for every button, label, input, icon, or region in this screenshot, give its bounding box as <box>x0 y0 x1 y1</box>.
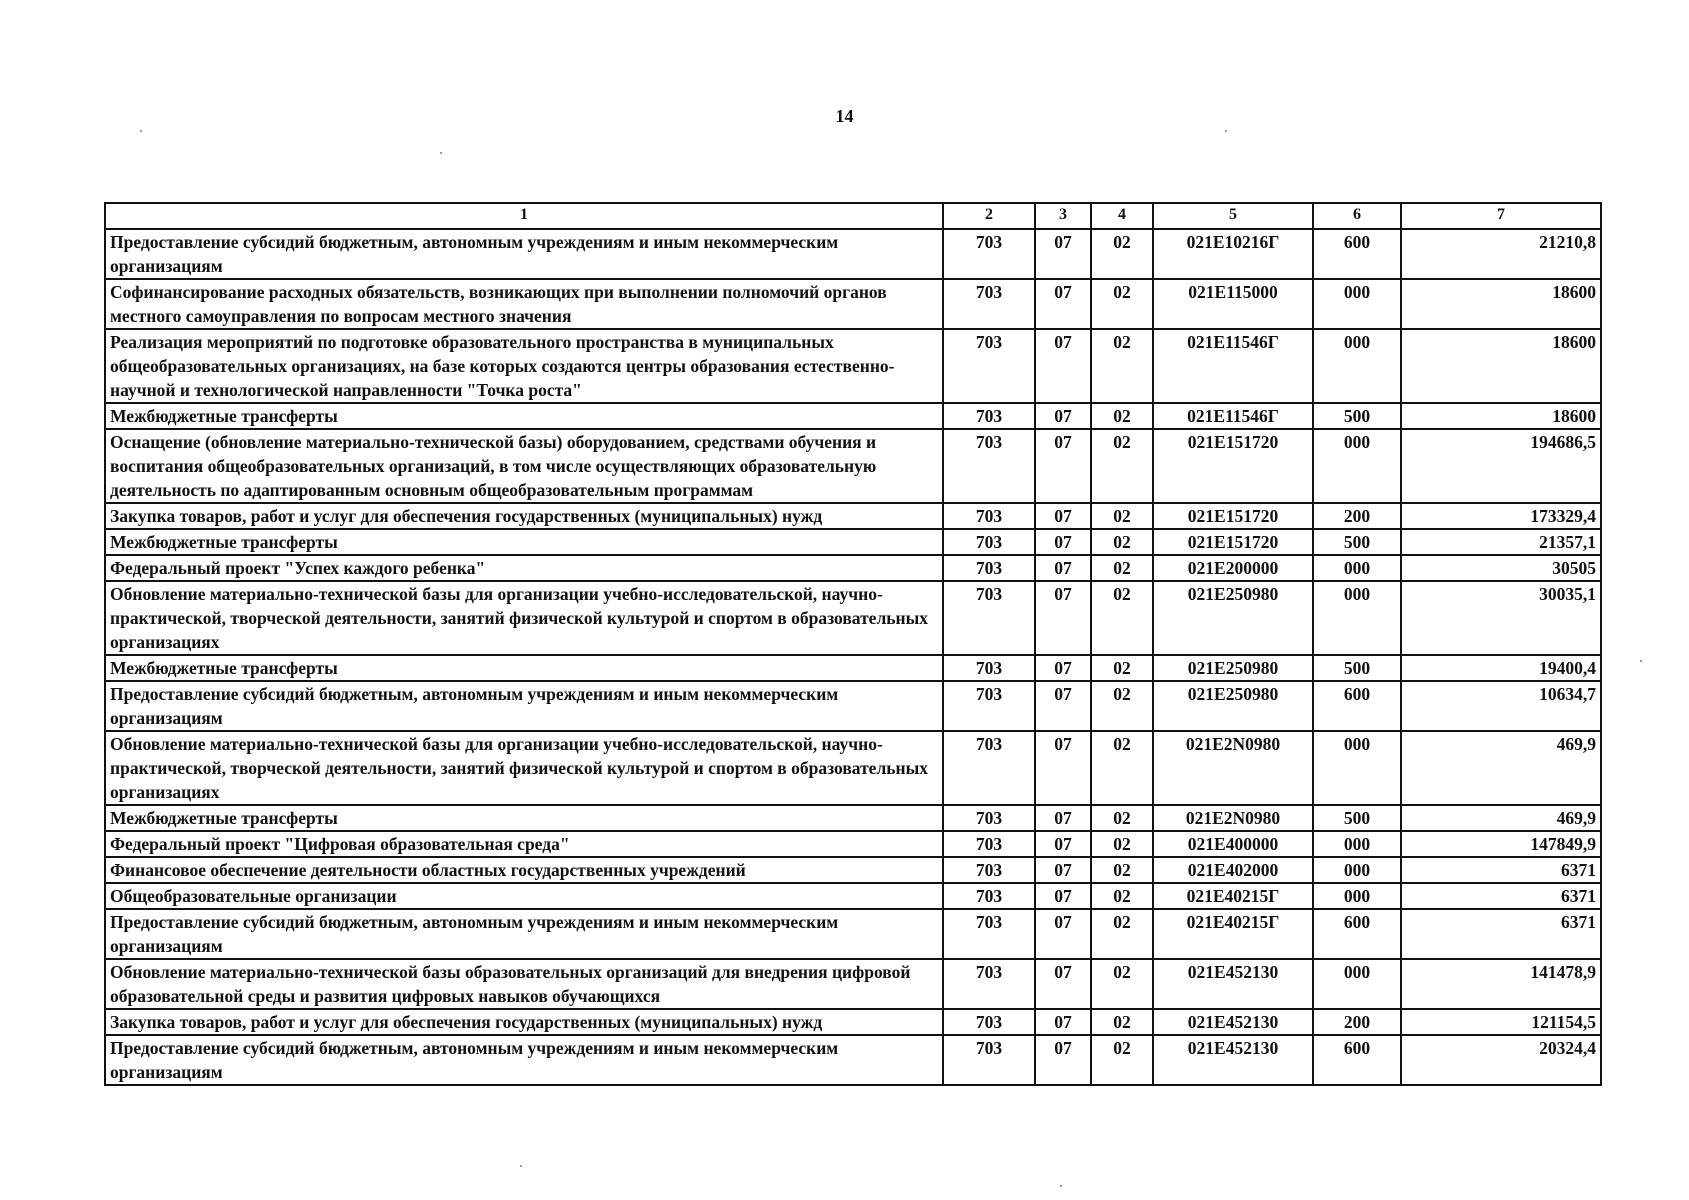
table-row <box>105 655 1601 681</box>
section-cell: 07 <box>1035 655 1091 681</box>
expense-type-cell: 500 <box>1313 403 1401 429</box>
budget-table <box>104 202 1602 1086</box>
expense-type-cell: 000 <box>1313 581 1401 655</box>
row-name-cell: Реализация мероприятий по подготовке образовательного пространства в муниципальных общеобразовательных организациях, на базе которых создаются центры образования естественно-научной и технологической направленности "Точка роста" <box>105 329 943 403</box>
admin-code-cell: 703 <box>943 731 1035 805</box>
section-cell: 07 <box>1035 555 1091 581</box>
subsection-cell: 02 <box>1091 857 1153 883</box>
table-row <box>105 909 1601 959</box>
expense-type-cell: 000 <box>1313 959 1401 1009</box>
scan-speck <box>440 152 442 154</box>
row-name-cell: Оснащение (обновление материально-технической базы) оборудованием, средствами обучения и воспитания общеобразовательных организаций, в том числе осуществляющих образовательную деятельность по адаптированным основным общеобразовательным программам <box>105 429 943 503</box>
amount-cell: 6371 <box>1401 909 1601 959</box>
section-cell: 07 <box>1035 229 1091 279</box>
admin-code-cell: 703 <box>943 329 1035 403</box>
target-article-cell: 021E40215Г <box>1153 909 1313 959</box>
column-header: 2 <box>943 203 1035 229</box>
amount-cell: 6371 <box>1401 857 1601 883</box>
expense-type-cell: 600 <box>1313 1035 1401 1085</box>
amount-cell: 20324,4 <box>1401 1035 1601 1085</box>
section-cell: 07 <box>1035 329 1091 403</box>
expense-type-cell: 500 <box>1313 529 1401 555</box>
scan-speck <box>520 1165 522 1167</box>
section-cell: 07 <box>1035 529 1091 555</box>
expense-type-cell: 500 <box>1313 655 1401 681</box>
admin-code-cell: 703 <box>943 681 1035 731</box>
scan-speck <box>140 130 142 132</box>
header-row <box>105 203 1601 229</box>
admin-code-cell: 703 <box>943 503 1035 529</box>
target-article-cell: 021E250980 <box>1153 655 1313 681</box>
target-article-cell: 021E151720 <box>1153 529 1313 555</box>
subsection-cell: 02 <box>1091 655 1153 681</box>
admin-code-cell: 703 <box>943 883 1035 909</box>
row-name-cell: Обновление материально-технической базы для организации учебно-исследовательской, научно-практической, творческой деятельности, занятий физической культурой и спортом в образовательных организациях <box>105 731 943 805</box>
amount-cell: 141478,9 <box>1401 959 1601 1009</box>
subsection-cell: 02 <box>1091 909 1153 959</box>
expense-type-cell: 000 <box>1313 279 1401 329</box>
section-cell: 07 <box>1035 503 1091 529</box>
admin-code-cell: 703 <box>943 831 1035 857</box>
subsection-cell: 02 <box>1091 429 1153 503</box>
column-header: 7 <box>1401 203 1601 229</box>
section-cell: 07 <box>1035 831 1091 857</box>
table-row <box>105 555 1601 581</box>
table-row <box>105 731 1601 805</box>
column-header: 6 <box>1313 203 1401 229</box>
section-cell: 07 <box>1035 1009 1091 1035</box>
amount-cell: 18600 <box>1401 329 1601 403</box>
section-cell: 07 <box>1035 403 1091 429</box>
amount-cell: 194686,5 <box>1401 429 1601 503</box>
section-cell: 07 <box>1035 681 1091 731</box>
expense-type-cell: 600 <box>1313 909 1401 959</box>
target-article-cell: 021E200000 <box>1153 555 1313 581</box>
subsection-cell: 02 <box>1091 503 1153 529</box>
table-row <box>105 831 1601 857</box>
table-row <box>105 503 1601 529</box>
admin-code-cell: 703 <box>943 403 1035 429</box>
row-name-cell: Предоставление субсидий бюджетным, автономным учреждениям и иным некоммерческим организациям <box>105 681 943 731</box>
row-name-cell: Обновление материально-технической базы образовательных организаций для внедрения цифровой образовательной среды и развития цифровых навыков обучающихся <box>105 959 943 1009</box>
table-body <box>105 229 1601 1085</box>
admin-code-cell: 703 <box>943 581 1035 655</box>
table-row <box>105 959 1601 1009</box>
row-name-cell: Федеральный проект "Успех каждого ребенка" <box>105 555 943 581</box>
row-name-cell: Межбюджетные трансферты <box>105 529 943 555</box>
table-row <box>105 1009 1601 1035</box>
admin-code-cell: 703 <box>943 655 1035 681</box>
expense-type-cell: 600 <box>1313 229 1401 279</box>
admin-code-cell: 703 <box>943 555 1035 581</box>
table-row <box>105 529 1601 555</box>
target-article-cell: 021E452130 <box>1153 1009 1313 1035</box>
table-row <box>105 581 1601 655</box>
table-row <box>105 279 1601 329</box>
target-article-cell: 021E2N0980 <box>1153 805 1313 831</box>
row-name-cell: Закупка товаров, работ и услуг для обеспечения государственных (муниципальных) нужд <box>105 503 943 529</box>
admin-code-cell: 703 <box>943 229 1035 279</box>
column-header: 1 <box>105 203 943 229</box>
admin-code-cell: 703 <box>943 1009 1035 1035</box>
admin-code-cell: 703 <box>943 279 1035 329</box>
expense-type-cell: 000 <box>1313 731 1401 805</box>
table-header <box>105 203 1601 229</box>
table-row <box>105 229 1601 279</box>
amount-cell: 121154,5 <box>1401 1009 1601 1035</box>
expense-type-cell: 000 <box>1313 883 1401 909</box>
amount-cell: 6371 <box>1401 883 1601 909</box>
target-article-cell: 021E2N0980 <box>1153 731 1313 805</box>
expense-type-cell: 000 <box>1313 857 1401 883</box>
scan-speck <box>1060 1185 1062 1187</box>
amount-cell: 469,9 <box>1401 731 1601 805</box>
expense-type-cell: 600 <box>1313 681 1401 731</box>
section-cell: 07 <box>1035 857 1091 883</box>
target-article-cell: 021E151720 <box>1153 429 1313 503</box>
section-cell: 07 <box>1035 883 1091 909</box>
subsection-cell: 02 <box>1091 883 1153 909</box>
row-name-cell: Межбюджетные трансферты <box>105 403 943 429</box>
amount-cell: 19400,4 <box>1401 655 1601 681</box>
target-article-cell: 021E151720 <box>1153 503 1313 529</box>
scan-speck <box>1640 660 1642 662</box>
table-row <box>105 805 1601 831</box>
section-cell: 07 <box>1035 731 1091 805</box>
admin-code-cell: 703 <box>943 529 1035 555</box>
target-article-cell: 021E40215Г <box>1153 883 1313 909</box>
page-number: 14 <box>835 106 854 126</box>
row-name-cell: Федеральный проект "Цифровая образовательная среда" <box>105 831 943 857</box>
table-row <box>105 681 1601 731</box>
admin-code-cell: 703 <box>943 1035 1035 1085</box>
target-article-cell: 021E250980 <box>1153 681 1313 731</box>
section-cell: 07 <box>1035 279 1091 329</box>
subsection-cell: 02 <box>1091 555 1153 581</box>
row-name-cell: Предоставление субсидий бюджетным, автономным учреждениям и иным некоммерческим организациям <box>105 229 943 279</box>
table-row <box>105 429 1601 503</box>
section-cell: 07 <box>1035 429 1091 503</box>
row-name-cell: Межбюджетные трансферты <box>105 655 943 681</box>
subsection-cell: 02 <box>1091 329 1153 403</box>
scan-speck <box>1225 130 1227 132</box>
subsection-cell: 02 <box>1091 959 1153 1009</box>
table-row <box>105 403 1601 429</box>
subsection-cell: 02 <box>1091 279 1153 329</box>
admin-code-cell: 703 <box>943 909 1035 959</box>
row-name-cell: Софинансирование расходных обязательств, возникающих при выполнении полномочий органов местного самоуправления по вопросам местного значения <box>105 279 943 329</box>
target-article-cell: 021E11546Г <box>1153 403 1313 429</box>
subsection-cell: 02 <box>1091 831 1153 857</box>
amount-cell: 30505 <box>1401 555 1601 581</box>
table-row <box>105 857 1601 883</box>
target-article-cell: 021E115000 <box>1153 279 1313 329</box>
row-name-cell: Закупка товаров, работ и услуг для обеспечения государственных (муниципальных) нужд <box>105 1009 943 1035</box>
subsection-cell: 02 <box>1091 805 1153 831</box>
amount-cell: 21210,8 <box>1401 229 1601 279</box>
expense-type-cell: 000 <box>1313 831 1401 857</box>
expense-type-cell: 000 <box>1313 429 1401 503</box>
expense-type-cell: 500 <box>1313 805 1401 831</box>
table-row <box>105 329 1601 403</box>
section-cell: 07 <box>1035 805 1091 831</box>
expense-type-cell: 200 <box>1313 503 1401 529</box>
target-article-cell: 021E452130 <box>1153 959 1313 1009</box>
amount-cell: 147849,9 <box>1401 831 1601 857</box>
expense-type-cell: 000 <box>1313 329 1401 403</box>
section-cell: 07 <box>1035 909 1091 959</box>
target-article-cell: 021E11546Г <box>1153 329 1313 403</box>
row-name-cell: Предоставление субсидий бюджетным, автономным учреждениям и иным некоммерческим организациям <box>105 909 943 959</box>
target-article-cell: 021E452130 <box>1153 1035 1313 1085</box>
admin-code-cell: 703 <box>943 805 1035 831</box>
subsection-cell: 02 <box>1091 581 1153 655</box>
row-name-cell: Межбюджетные трансферты <box>105 805 943 831</box>
row-name-cell: Обновление материально-технической базы для организации учебно-исследовательской, научно-практической, творческой деятельности, занятий физической культурой и спортом в образовательных организациях <box>105 581 943 655</box>
column-header: 5 <box>1153 203 1313 229</box>
row-name-cell: Финансовое обеспечение деятельности областных государственных учреждений <box>105 857 943 883</box>
subsection-cell: 02 <box>1091 403 1153 429</box>
section-cell: 07 <box>1035 959 1091 1009</box>
expense-type-cell: 200 <box>1313 1009 1401 1035</box>
table-row <box>105 1035 1601 1085</box>
section-cell: 07 <box>1035 1035 1091 1085</box>
admin-code-cell: 703 <box>943 857 1035 883</box>
subsection-cell: 02 <box>1091 529 1153 555</box>
table-row <box>105 883 1601 909</box>
amount-cell: 30035,1 <box>1401 581 1601 655</box>
subsection-cell: 02 <box>1091 1035 1153 1085</box>
amount-cell: 469,9 <box>1401 805 1601 831</box>
admin-code-cell: 703 <box>943 429 1035 503</box>
subsection-cell: 02 <box>1091 1009 1153 1035</box>
amount-cell: 21357,1 <box>1401 529 1601 555</box>
expense-type-cell: 000 <box>1313 555 1401 581</box>
row-name-cell: Общеобразовательные организации <box>105 883 943 909</box>
target-article-cell: 021E250980 <box>1153 581 1313 655</box>
subsection-cell: 02 <box>1091 731 1153 805</box>
amount-cell: 18600 <box>1401 403 1601 429</box>
amount-cell: 173329,4 <box>1401 503 1601 529</box>
target-article-cell: 021E400000 <box>1153 831 1313 857</box>
subsection-cell: 02 <box>1091 229 1153 279</box>
target-article-cell: 021E10216Г <box>1153 229 1313 279</box>
subsection-cell: 02 <box>1091 681 1153 731</box>
admin-code-cell: 703 <box>943 959 1035 1009</box>
amount-cell: 10634,7 <box>1401 681 1601 731</box>
row-name-cell: Предоставление субсидий бюджетным, автономным учреждениям и иным некоммерческим организациям <box>105 1035 943 1085</box>
column-header: 3 <box>1035 203 1091 229</box>
column-header: 4 <box>1091 203 1153 229</box>
amount-cell: 18600 <box>1401 279 1601 329</box>
section-cell: 07 <box>1035 581 1091 655</box>
target-article-cell: 021E402000 <box>1153 857 1313 883</box>
